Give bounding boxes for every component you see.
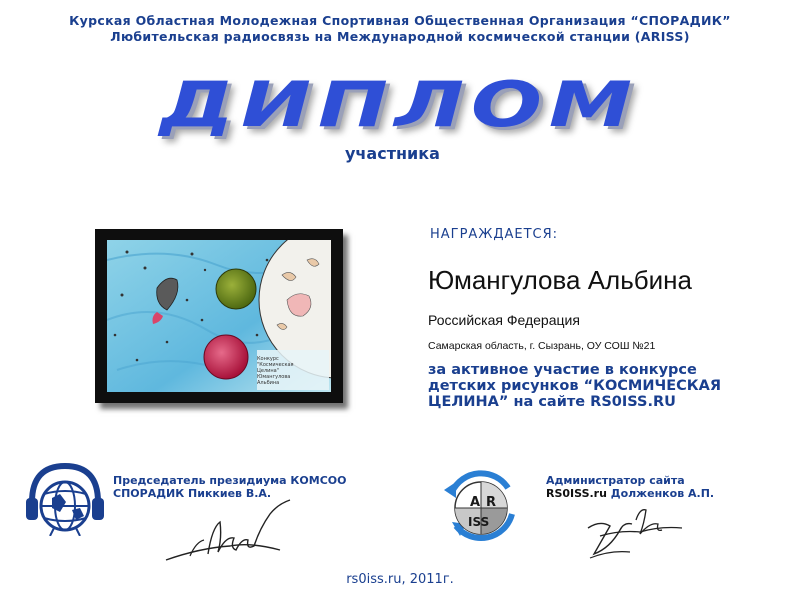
caption-line: Целина" xyxy=(257,368,280,374)
admin-name-line xyxy=(546,487,786,500)
recipient-school: Самарская область, г. Сызрань, ОУ СОШ №21 xyxy=(428,340,656,352)
award-reason: за активное участие в конкурсе детских рисунков “КОСМИЧЕСКАЯ ЦЕЛИНА” на сайте RS0ISS.RU xyxy=(428,362,721,410)
admin-title: Администратор сайта xyxy=(546,474,685,487)
admin-site: RS0ISS.ru xyxy=(546,487,607,500)
caption-line: Юмангулова Альбина xyxy=(257,374,291,386)
award-label: НАГРАЖДАЕТСЯ: xyxy=(430,227,559,242)
header-subtitle: Любительская радиосвязь на Международной космической станции (ARISS) xyxy=(110,29,690,44)
diploma-title: ДИПЛОМ xyxy=(159,68,639,141)
recipient-name: Юмангулова Альбина xyxy=(428,265,692,295)
recipient-country: Российская Федерация xyxy=(428,312,580,328)
drawing-caption xyxy=(257,356,313,386)
footer-site-year: rs0iss.ru, 2011г. xyxy=(346,572,454,587)
chairman-name: СПОРАДИК Пиккиев В.А. xyxy=(113,487,272,500)
admin-block xyxy=(546,474,786,500)
chairman-block xyxy=(113,474,383,500)
ariss-letters-iss: ISS xyxy=(468,515,490,529)
sporadic-logo-icon xyxy=(24,462,106,536)
header-org-name: Курская Областная Молодежная Спортивная Общественная Организация “СПОРАДИК” xyxy=(69,13,731,28)
chairman-title: Председатель президиума КОМСОО xyxy=(113,474,347,487)
admin-signature-icon xyxy=(580,500,690,566)
diploma-subtitle: участника xyxy=(345,144,440,163)
ariss-letter-a: A xyxy=(470,495,481,510)
caption-line: Конкурс "Космическая xyxy=(257,356,294,368)
ariss-letter-r: R xyxy=(486,495,497,510)
admin-name: Долженков А.П. xyxy=(606,487,715,500)
ariss-logo-icon xyxy=(430,462,530,550)
chairman-signature-icon xyxy=(160,498,300,570)
